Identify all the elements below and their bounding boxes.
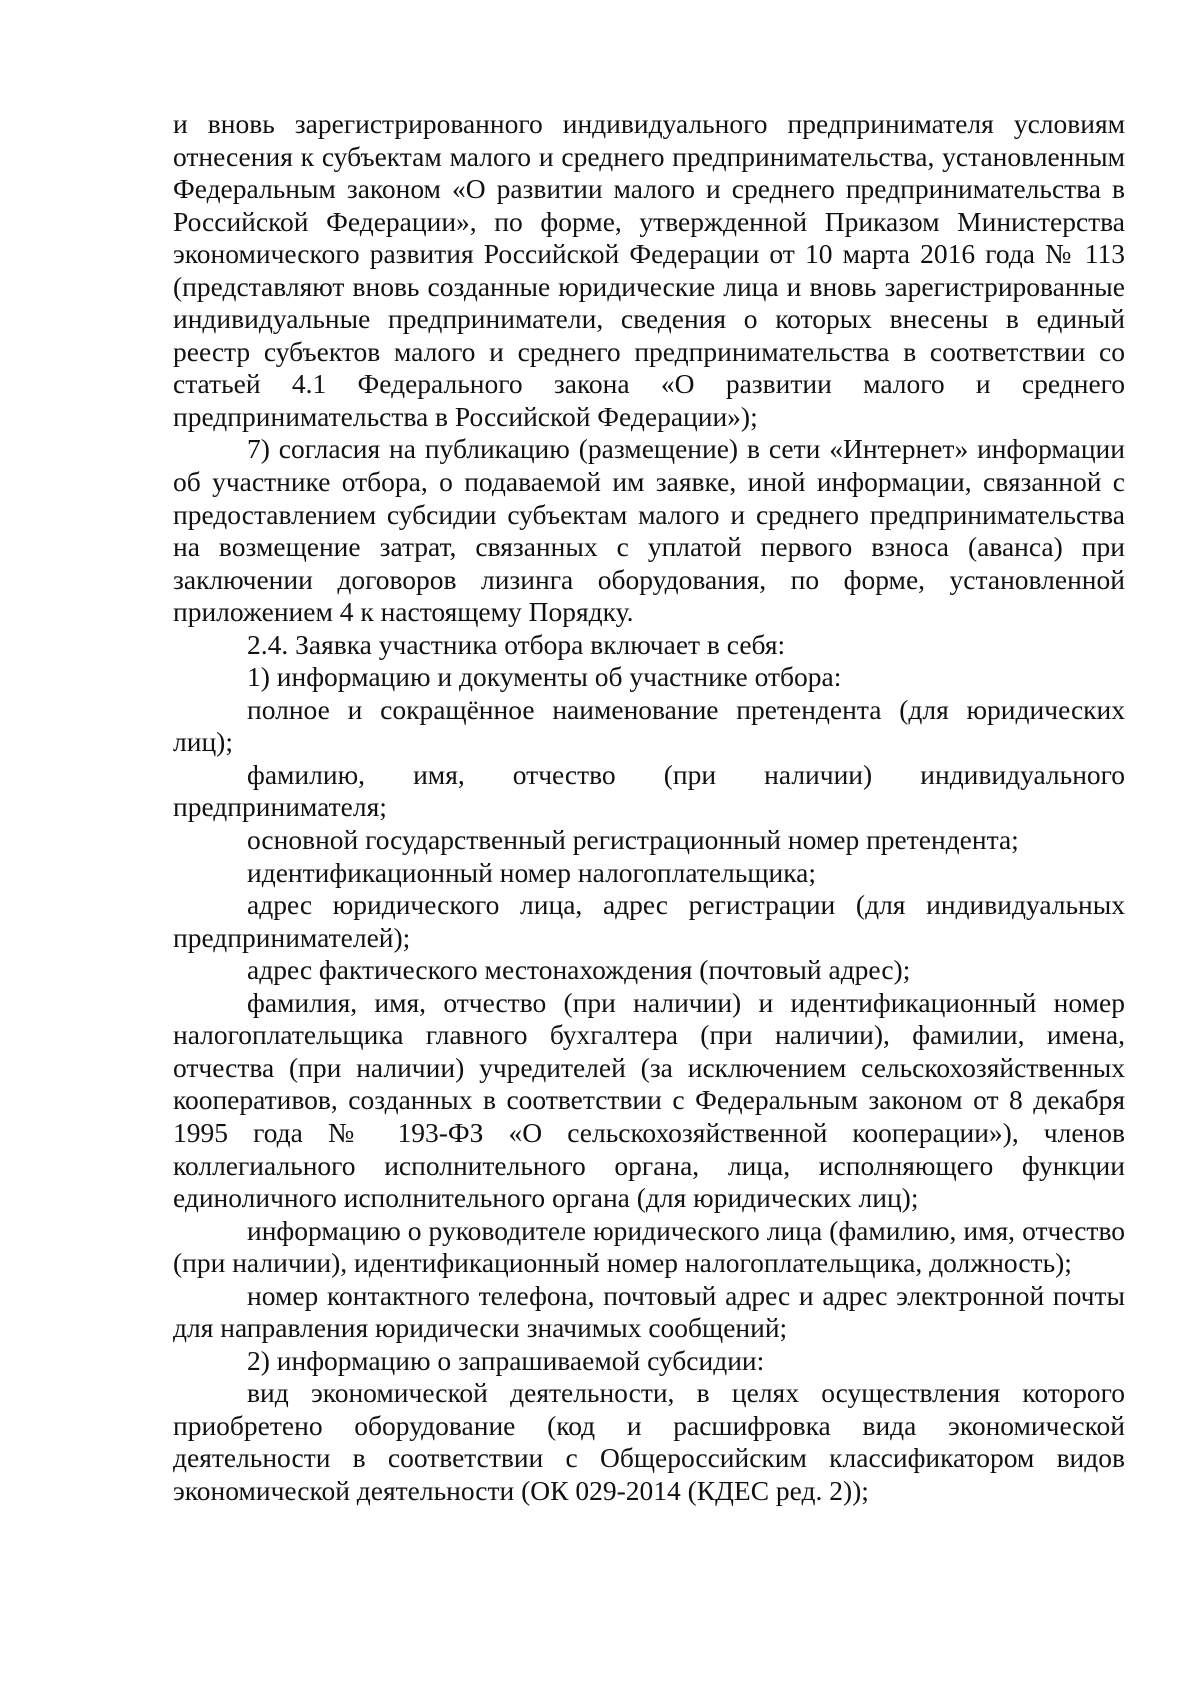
paragraph-item-2: 2) информацию о запрашиваемой субсидии: bbox=[247, 1344, 765, 1376]
paragraph-continuation: и вновь зарегистрированного индивидуального предпринимателя условиям отнесения к субъектам малого и среднего предпринимательства, установленным Федеральным законом «О развитии малого и среднего предпринимательства в Российской Федерации», по форме, утвержденной Приказом Министерства экономического развития Российской Федерации от 10 марта 2016 года № 113 (представляют вновь созданные юридические лица и вновь зарегистрированные индивидуальные предприниматели, сведения о которых внесены в единый реестр субъектов малого и среднего предпринимательства в соответствии со статьей 4.1 Федерального закона «О развитии малого и среднего предпринимательства в Российской Федерации»); bbox=[173, 108, 1125, 432]
paragraph-item-1: 1) информацию и документы об участнике отбора: bbox=[247, 661, 842, 693]
paragraph-legal-address: адрес юридического лица, адрес регистрации (для индивидуальных предпринимателей); bbox=[173, 889, 1125, 953]
paragraph-full-name: полное и сокращённое наименование претендента (для юридических лиц); bbox=[173, 693, 1125, 758]
paragraph-contacts: номер контактного телефона, почтовый адрес и адрес электронной почты для направления юридически значимых сообщений; bbox=[173, 1279, 1125, 1344]
paragraph-section-2-4: 2.4. Заявка участника отбора включает в себя: bbox=[247, 628, 786, 660]
paragraph-entrepreneur-name: фамилию, имя, отчество (при наличии) индивидуального предпринимателя; bbox=[173, 758, 1125, 823]
paragraph-actual-address: адрес фактического местонахождения (почтовый адрес); bbox=[247, 954, 911, 986]
paragraph-head-info: информацию о руководителе юридического лица (фамилию, имя, отчество (при наличии), идентификационный номер налогоплательщика, должность); bbox=[173, 1214, 1125, 1279]
document-page bbox=[173, 108, 1125, 1508]
paragraph-ogrn: основной государственный регистрационный номер претендента; bbox=[247, 824, 1019, 856]
paragraph-inn: идентификационный номер налогоплательщика; bbox=[247, 856, 817, 888]
paragraph-accountant-founders: фамилия, имя, отчество (при наличии) и идентификационный номер налогоплательщика главного бухгалтера (при наличии), фамилии, имена, отчества (при наличии) учредителей (за исключением сельскохозяйственных кооперативов, созданных в соответствии с Федеральным законом от 8 декабря 1995 года № 193-ФЗ «О сельскохозяйственной кооперации»), членов коллегиального исполнительного органа, лица, исполняющего функции единоличного исполнительного органа (для юридических лиц); bbox=[173, 986, 1125, 1214]
paragraph-activity-type: вид экономической деятельности, в целях осуществления которого приобретено оборудование (код и расшифровка вида экономической деятельности в соответствии с Общероссийским классификатором видов экономической деятельности (ОК 029-2014 (КДЕС ред. 2)); bbox=[173, 1377, 1125, 1506]
paragraph-item-7: 7) согласия на публикацию (размещение) в сети «Интернет» информации об участнике отбора, о подаваемой им заявке, иной информации, связанной с предоставлением субсидии субъектам малого и среднего предпринимательства на возмещение затрат, связанных с уплатой первого взноса (аванса) при заключении договоров лизинга оборудования, по форме, установленной приложением 4 к настоящему Порядку. bbox=[173, 433, 1125, 628]
